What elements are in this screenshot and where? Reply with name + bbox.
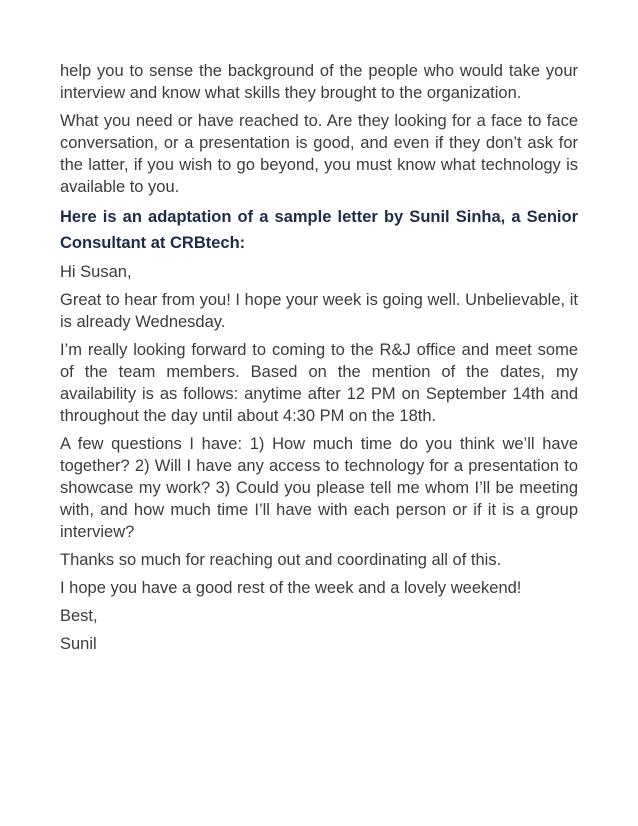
document-page xyxy=(60,60,578,661)
intro-paragraph-2: What you need or have reached to. Are they looking for a face to face conversation, or a presentation is good, and even if they don’t ask for the latter, if you wish to go beyond, you must know what technology is available to you. xyxy=(60,112,578,196)
intro-paragraph-1: help you to sense the background of the people who would take your interview and know what skills they brought to the organization. xyxy=(60,62,578,102)
letter-body-paragraph-3: A few questions I have: 1) How much time do you think we’ll have together? 2) Will I have any access to technology for a presentation to showcase my work? 3) Could you please tell me whom I’ll be meeting with, and how much time I’ll have with each person or if it is a group interview? xyxy=(60,435,578,541)
letter-greeting: Hi Susan, xyxy=(60,263,132,281)
letter-closing: Best, xyxy=(60,607,98,625)
letter-body-paragraph-5: I hope you have a good rest of the week and a lovely weekend! xyxy=(60,579,522,597)
letter-body-paragraph-4: Thanks so much for reaching out and coordinating all of this. xyxy=(60,551,502,569)
letter-body-paragraph-2: I’m really looking forward to coming to the R&J office and meet some of the team members. Based on the mention of the dates, my availability is as follows: anytime after 12 PM on September 14th and throughout the day until about 4:30 PM on the 18th. xyxy=(60,341,578,425)
letter-body-paragraph-1: Great to hear from you! I hope your week is going well. Unbelievable, it is already Wednesday. xyxy=(60,291,578,331)
section-heading: Here is an adaptation of a sample letter by Sunil Sinha, a Senior Consultant at CRBtech: xyxy=(60,208,578,252)
letter-signature: Sunil xyxy=(60,635,97,653)
